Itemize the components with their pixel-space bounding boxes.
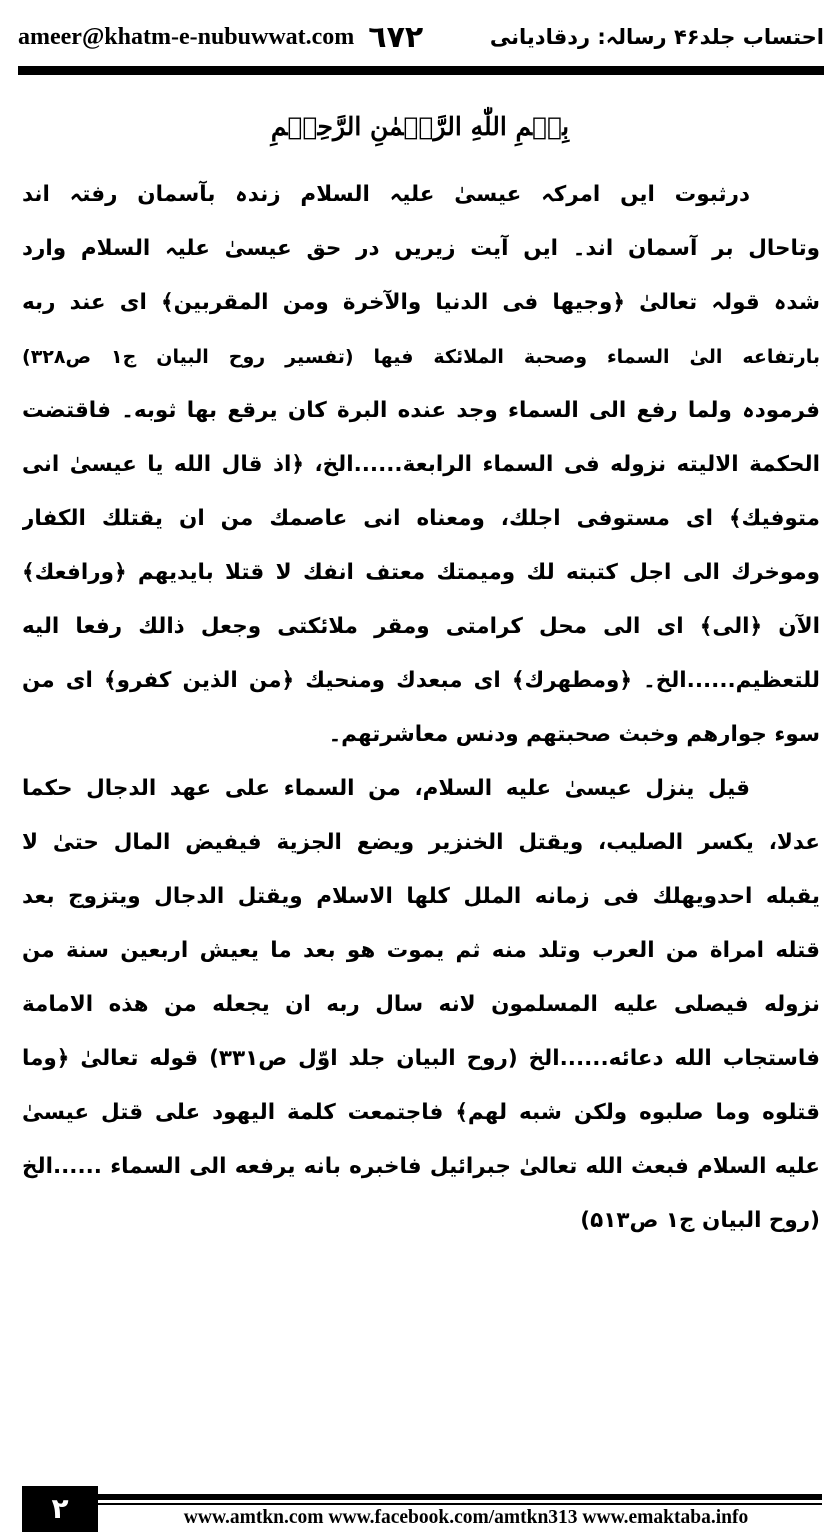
text-line: علیه السلام فبعث الله تعالیٰ جبرائیل فاخبره بانه یرفعه الی السماء ......الخ [22,1154,820,1179]
header-email: ameer@khatm-e-nubuwwat.com [18,23,355,50]
text-line: فاستجاب الله دعائه......الخ (روح البیان جلد اوّل ص۳۳۱) قوله تعالیٰ ﴿وما [22,1046,820,1071]
bismillah-heading: بِسۡمِ اللّٰهِ الرَّحۡمٰنِ الرَّحِيۡمِ [270,112,570,141]
header-rule [18,66,824,75]
header-page-number: ٦٧٢ [368,19,424,55]
footer-rule-thin [98,1503,822,1505]
text-line: عدلا، یکسر الصلیب، ویقتل الخنزیر ویضع الجزیة فیفیض المال حتیٰ لا [22,830,820,855]
body-text [22,168,820,1248]
text-line: الحکمة الالیته نزوله فی السماء الرابعة......الخ، ﴿اذ قال الله یا عیسیٰ انی [22,452,820,477]
text-line: وتاحال بر آسمان اند۔ ایں آیت زیریں در حق عیسیٰ علیہ السلام وارد [22,236,820,261]
text-line: سوء جوارهم وخبث صحبتهم ودنس معاشرتهم۔ [328,722,820,747]
footer-rule [98,1494,822,1500]
text-line: نزوله فیصلی علیه المسلمون لانه سال ربه ان یجعله من هذه الامامة [22,992,820,1017]
text-line: متوفیك﴾ ای مستوفی اجلك، ومعناه انی عاصمك من ان یقتلك الکفار [22,506,820,531]
text-line: للتعظیم......الخ۔ ﴿ومطهرك﴾ ای مبعدك ومنحیك ﴿من الذین کفرو﴾ ای من [22,668,820,693]
text-line: قتله امراة من العرب وتلد منه ثم یموت هو بعد ما یعیش اربعین سنة من [22,938,820,963]
text-line: بارتفاعه الیٰ السماء وصحبة الملائکة فیها (تفسیر روح البیان ج۱ ص۳۲۸) [22,346,820,368]
text-line: (روح البیان ج۱ ص۵۱۳) [580,1208,820,1233]
text-line: وموخرك الی اجل کتبته لك ومیمتك معتف انفك لا قتلا بایدیهم ﴿ورافعك﴾ [22,560,820,585]
text-line: قیل ینزل عیسیٰ علیه السلام، من السماء علی عهد الدجال حکما [22,776,750,801]
text-line: درثبوت ایں امرکہ عیسیٰ علیہ السلام زندہ بآسمان رفتہ اند [22,182,750,207]
page-header [18,14,824,60]
text-line: فرمودہ ولما رفع الی السماء وجد عنده البرة کان یرقع بها ثوبه۔ فاقتضت [22,398,820,423]
footer-links: www.amtkn.com www.facebook.com/amtkn313 www.emaktaba.info [183,1507,749,1528]
text-line: شدہ قولہ تعالیٰ ﴿وجیها فی الدنیا والآخرة ومن المقربین﴾ ای عند ربه [22,290,820,315]
header-left [18,20,423,55]
text-line: یقبله احدویهلك فی زمانه الملل کلها الاسلام ویقتل الدجال ویتزوج بعد [22,884,820,909]
footer-page-number: ۲ [22,1486,98,1532]
text-line: قتلوه وما صلبوه ولکن شبه لهم﴾ فاجتمعت کلمة الیهود علی قتل عیسیٰ [22,1100,820,1125]
text-line: الآن ﴿الی﴾ ای الی محل کرامتی ومقر ملائکتی وجعل ذالك رفعا الیه [22,614,820,639]
header-running-title: احتساب جلد۴۶ رسالہ: ردقادیانی [489,25,824,49]
